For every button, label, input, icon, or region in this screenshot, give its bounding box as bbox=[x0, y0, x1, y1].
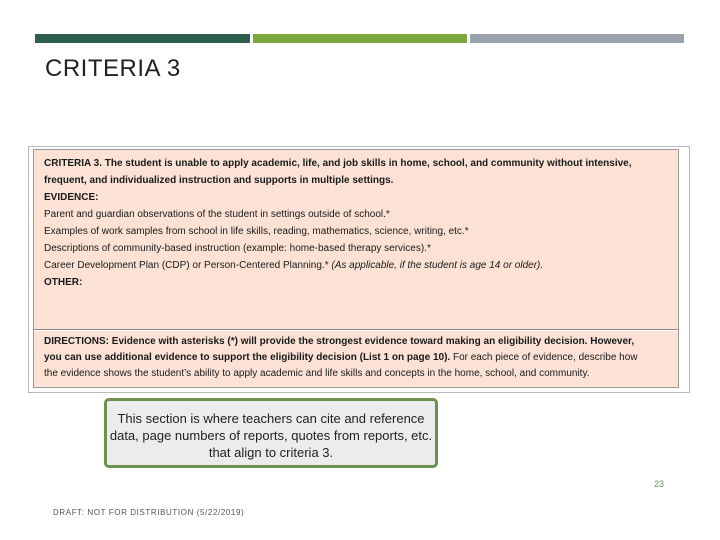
other-label: OTHER: bbox=[44, 277, 83, 288]
evidence-label: EVIDENCE: bbox=[44, 192, 99, 203]
page-number: 23 bbox=[654, 479, 665, 489]
directions-line3: the evidence shows the student’s ability to apply academic and life skills and concepts in the home, school, and community. bbox=[44, 368, 590, 379]
directions-rest: For each piece of evidence, describe how bbox=[450, 352, 638, 363]
criteria-statement-line2 bbox=[44, 172, 668, 189]
slide-title: CRITERIA 3 bbox=[45, 55, 181, 82]
cdp-text: Career Development Plan (CDP) or Person-Centered Planning.* bbox=[44, 260, 332, 271]
directions-bold: you can use additional evidence to support the eligibility decision (List 1 on page 10). bbox=[44, 352, 451, 363]
criteria-form-image bbox=[28, 146, 690, 393]
evidence-item: Parent and guardian observations of the student in settings outside of school.* bbox=[44, 209, 390, 220]
criteria-statement-line1 bbox=[44, 155, 668, 172]
criteria-text: The student is unable to apply academic, life, and job skills in home, school, and community without intensive, bbox=[101, 158, 632, 169]
criteria-label: CRITERIA 3. bbox=[44, 158, 102, 169]
criteria-text-cont: frequent, and individualized instruction and supports in multiple settings. bbox=[44, 175, 394, 186]
draft-notice: DRAFT: NOT FOR DISTRIBUTION (5/22/2019) bbox=[53, 508, 245, 517]
directions-line1: DIRECTIONS: Evidence with asterisks (*) will provide the strongest evidence toward making an eligibility decision. However, bbox=[44, 336, 635, 347]
accent-bar-light-green bbox=[253, 34, 467, 43]
criteria-evidence-cell bbox=[34, 150, 678, 330]
explanation-callout: This section is where teachers can cite and reference data, page numbers of reports, quotes from reports, etc. that align to criteria 3. bbox=[104, 398, 438, 468]
directions-cell bbox=[34, 331, 678, 387]
criteria-form-table bbox=[33, 149, 679, 388]
evidence-item: Descriptions of community-based instruction (example: home-based therapy services).* bbox=[44, 243, 431, 254]
accent-bar-dark-green bbox=[35, 34, 250, 43]
evidence-item: Examples of work samples from school in life skills, reading, mathematics, science, writing, etc.* bbox=[44, 226, 469, 237]
accent-bar-gray bbox=[470, 34, 684, 43]
directions-line2 bbox=[44, 350, 668, 366]
cdp-note: (As applicable, if the student is age 14 or older). bbox=[331, 260, 544, 271]
evidence-item-cdp bbox=[44, 257, 668, 274]
